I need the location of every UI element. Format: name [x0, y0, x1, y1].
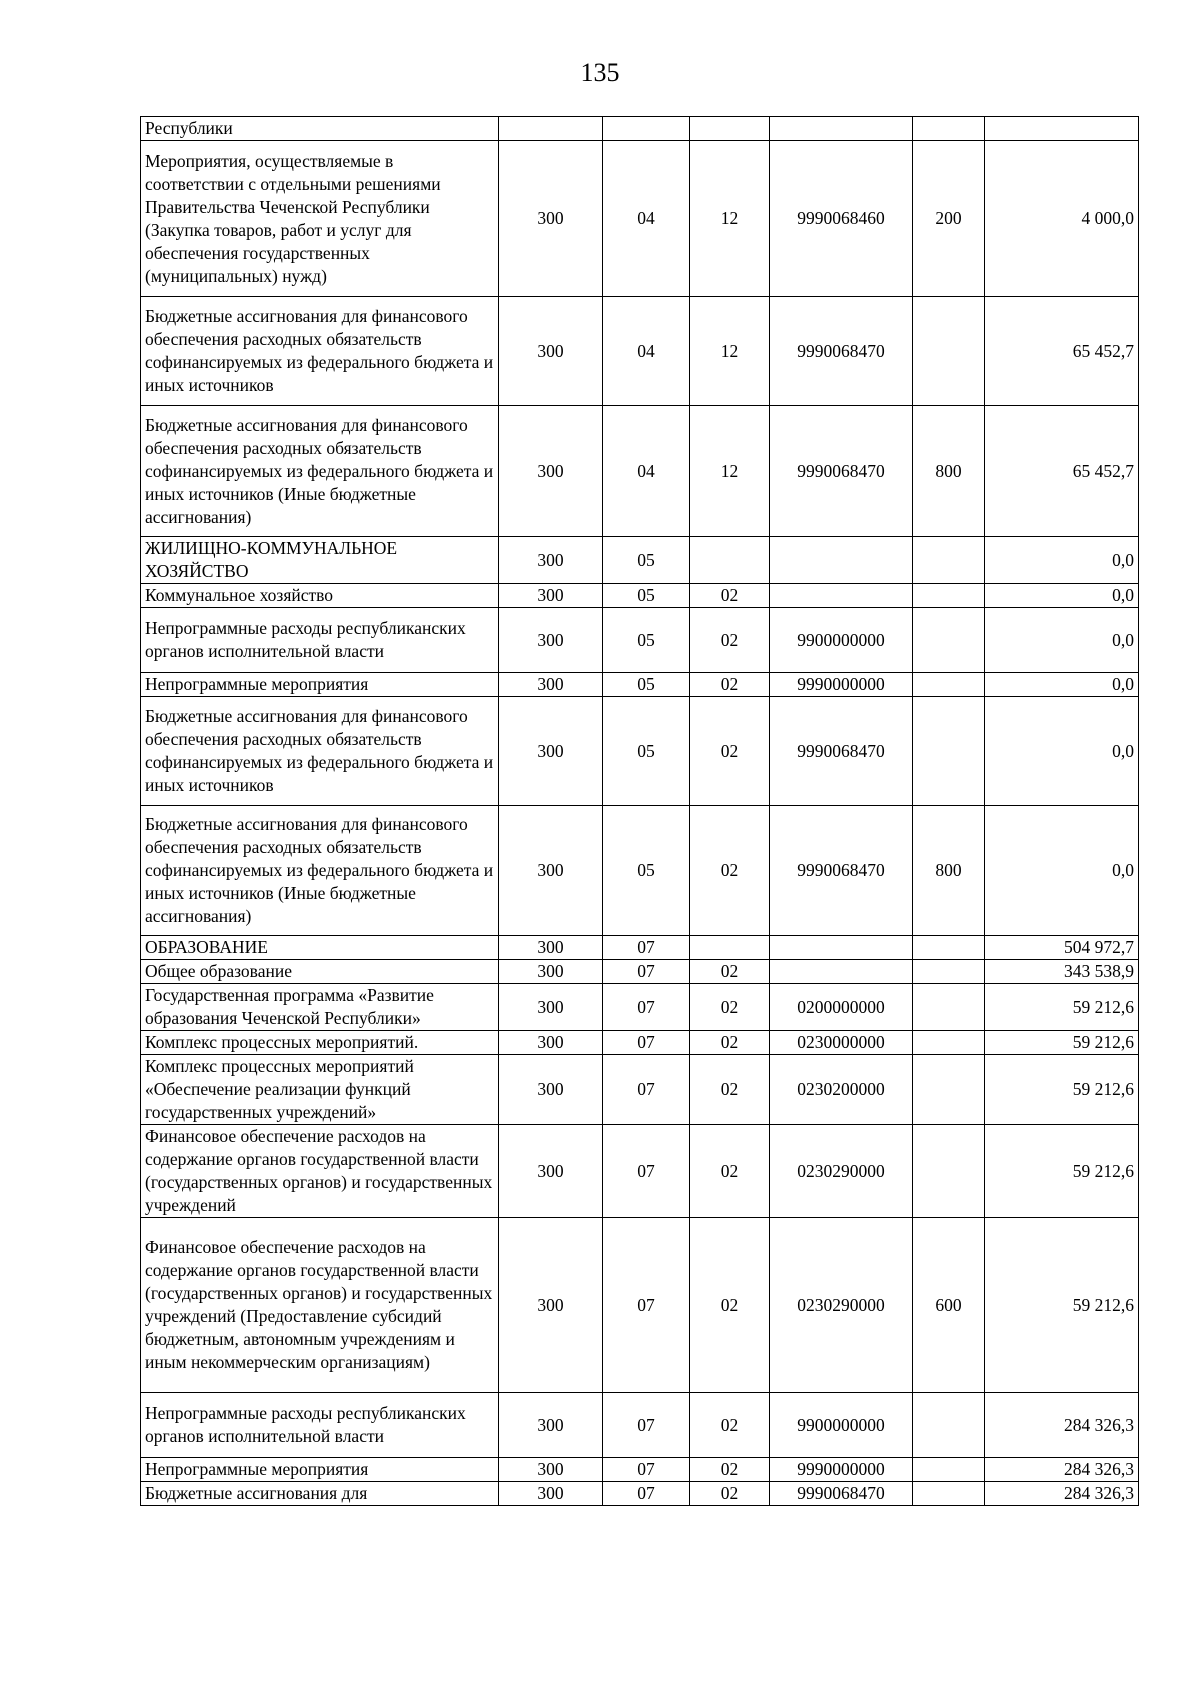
table-row: [141, 537, 1139, 584]
row-amount-cell: 0,0: [985, 584, 1139, 608]
table-row: [141, 806, 1139, 936]
row-subsection-cell: 02: [690, 1393, 770, 1458]
row-expense-type-cell: 800: [913, 806, 985, 936]
row-subsection-cell: 02: [690, 1482, 770, 1506]
table-row: [141, 1482, 1139, 1506]
row-amount-cell: 59 212,6: [985, 984, 1139, 1031]
row-subsection-cell: 02: [690, 1458, 770, 1482]
table-row: [141, 697, 1139, 806]
row-target-cell: [770, 537, 913, 584]
row-code-cell: 300: [499, 1482, 603, 1506]
row-amount-cell: 284 326,3: [985, 1482, 1139, 1506]
row-expense-type-cell: [913, 608, 985, 673]
row-code-cell: [499, 117, 603, 141]
row-section-cell: 05: [603, 608, 690, 673]
row-expense-type-cell: [913, 1393, 985, 1458]
row-amount-cell: 284 326,3: [985, 1393, 1139, 1458]
row-section-cell: 04: [603, 297, 690, 406]
row-code-cell: 300: [499, 297, 603, 406]
row-section-cell: 07: [603, 1218, 690, 1393]
row-section-cell: 05: [603, 806, 690, 936]
row-code-cell: 300: [499, 1031, 603, 1055]
row-amount-cell: 59 212,6: [985, 1218, 1139, 1393]
row-target-cell: 9990000000: [770, 1458, 913, 1482]
row-name-cell: Финансовое обеспечение расходов на содержание органов государственной власти (государственных органов) и государственных учреждений: [141, 1125, 499, 1218]
row-subsection-cell: 02: [690, 1055, 770, 1125]
row-subsection-cell: [690, 936, 770, 960]
row-amount-cell: [985, 117, 1139, 141]
row-target-cell: 0230000000: [770, 1031, 913, 1055]
row-name-cell: Непрограммные расходы республиканских органов исполнительной власти: [141, 608, 499, 673]
row-name-cell: Непрограммные мероприятия: [141, 1458, 499, 1482]
row-name-cell: Бюджетные ассигнования для финансового обеспечения расходных обязательств софинансируемых из федерального бюджета и иных источников: [141, 697, 499, 806]
row-name-cell: Бюджетные ассигнования для финансового обеспечения расходных обязательств софинансируемых из федерального бюджета и иных источников (Иные бюджетные ассигнования): [141, 406, 499, 537]
row-amount-cell: 65 452,7: [985, 406, 1139, 537]
row-section-cell: 07: [603, 1055, 690, 1125]
row-section-cell: 07: [603, 984, 690, 1031]
row-code-cell: 300: [499, 673, 603, 697]
row-subsection-cell: 02: [690, 697, 770, 806]
row-amount-cell: 59 212,6: [985, 1055, 1139, 1125]
table-row: [141, 297, 1139, 406]
row-expense-type-cell: [913, 1055, 985, 1125]
row-subsection-cell: [690, 117, 770, 141]
row-section-cell: [603, 117, 690, 141]
row-code-cell: 300: [499, 537, 603, 584]
row-amount-cell: 0,0: [985, 806, 1139, 936]
table-row: [141, 584, 1139, 608]
row-expense-type-cell: [913, 1458, 985, 1482]
table-row: [141, 936, 1139, 960]
row-name-cell: Бюджетные ассигнования для финансового обеспечения расходных обязательств софинансируемых из федерального бюджета и иных источников (Иные бюджетные ассигнования): [141, 806, 499, 936]
row-code-cell: 300: [499, 1218, 603, 1393]
budget-table: [140, 116, 1139, 1506]
row-expense-type-cell: [913, 537, 985, 584]
row-amount-cell: 0,0: [985, 697, 1139, 806]
row-target-cell: 9990068460: [770, 141, 913, 297]
row-subsection-cell: 12: [690, 406, 770, 537]
row-amount-cell: 0,0: [985, 537, 1139, 584]
row-amount-cell: 59 212,6: [985, 1125, 1139, 1218]
table-row: [141, 608, 1139, 673]
row-name-cell: Комплекс процессных мероприятий.: [141, 1031, 499, 1055]
row-name-cell: Мероприятия, осуществляемые в соответствии с отдельными решениями Правительства Чеченской Республики (Закупка товаров, работ и услуг для обеспечения государственных (муниципальных) нужд): [141, 141, 499, 297]
row-amount-cell: 65 452,7: [985, 297, 1139, 406]
row-code-cell: 300: [499, 697, 603, 806]
row-amount-cell: 0,0: [985, 673, 1139, 697]
row-name-cell: Финансовое обеспечение расходов на содержание органов государственной власти (государственных органов) и государственных учреждений (Предоставление субсидий бюджетным, автономным учреждениям и иным некоммерческим организациям): [141, 1218, 499, 1393]
table-row: [141, 406, 1139, 537]
row-expense-type-cell: [913, 1482, 985, 1506]
row-expense-type-cell: [913, 297, 985, 406]
row-section-cell: 07: [603, 1125, 690, 1218]
row-name-cell: Комплекс процессных мероприятий «Обеспечение реализации функций государственных учреждений»: [141, 1055, 499, 1125]
row-expense-type-cell: [913, 697, 985, 806]
row-code-cell: 300: [499, 608, 603, 673]
table-row: [141, 1458, 1139, 1482]
row-subsection-cell: 02: [690, 960, 770, 984]
row-target-cell: 9990068470: [770, 1482, 913, 1506]
row-target-cell: 0230290000: [770, 1218, 913, 1393]
row-section-cell: 04: [603, 406, 690, 537]
row-name-cell: Общее образование: [141, 960, 499, 984]
row-section-cell: 07: [603, 1482, 690, 1506]
row-amount-cell: 0,0: [985, 608, 1139, 673]
row-section-cell: 05: [603, 697, 690, 806]
row-code-cell: 300: [499, 1458, 603, 1482]
row-subsection-cell: 02: [690, 1125, 770, 1218]
table-row: [141, 141, 1139, 297]
row-target-cell: 0200000000: [770, 984, 913, 1031]
row-target-cell: 9990068470: [770, 697, 913, 806]
table-row: [141, 1031, 1139, 1055]
row-name-cell: Непрограммные расходы республиканских органов исполнительной власти: [141, 1393, 499, 1458]
row-code-cell: 300: [499, 584, 603, 608]
row-expense-type-cell: [913, 960, 985, 984]
row-amount-cell: 343 538,9: [985, 960, 1139, 984]
row-section-cell: 07: [603, 936, 690, 960]
row-subsection-cell: 02: [690, 584, 770, 608]
row-code-cell: 300: [499, 960, 603, 984]
row-section-cell: 05: [603, 673, 690, 697]
row-section-cell: 07: [603, 960, 690, 984]
row-target-cell: 9900000000: [770, 608, 913, 673]
row-section-cell: 05: [603, 537, 690, 584]
row-expense-type-cell: 200: [913, 141, 985, 297]
row-name-cell: Республики: [141, 117, 499, 141]
row-expense-type-cell: 800: [913, 406, 985, 537]
row-amount-cell: 59 212,6: [985, 1031, 1139, 1055]
budget-table-body: [141, 117, 1139, 1506]
row-expense-type-cell: [913, 584, 985, 608]
row-code-cell: 300: [499, 984, 603, 1031]
row-target-cell: 9900000000: [770, 1393, 913, 1458]
row-subsection-cell: [690, 537, 770, 584]
table-row: [141, 984, 1139, 1031]
row-expense-type-cell: [913, 1031, 985, 1055]
row-name-cell: ОБРАЗОВАНИЕ: [141, 936, 499, 960]
row-target-cell: 9990068470: [770, 297, 913, 406]
row-subsection-cell: 12: [690, 141, 770, 297]
row-expense-type-cell: [913, 1125, 985, 1218]
row-code-cell: 300: [499, 141, 603, 297]
page-number: 135: [580, 58, 620, 87]
row-amount-cell: 4 000,0: [985, 141, 1139, 297]
row-section-cell: 07: [603, 1031, 690, 1055]
row-target-cell: [770, 117, 913, 141]
row-code-cell: 300: [499, 1393, 603, 1458]
row-target-cell: [770, 960, 913, 984]
row-code-cell: 300: [499, 806, 603, 936]
row-target-cell: [770, 584, 913, 608]
row-subsection-cell: 02: [690, 806, 770, 936]
row-name-cell: Бюджетные ассигнования для финансового обеспечения расходных обязательств софинансируемых из федерального бюджета и иных источников: [141, 297, 499, 406]
row-expense-type-cell: [913, 673, 985, 697]
table-row: [141, 1218, 1139, 1393]
table-row: [141, 960, 1139, 984]
table-row: [141, 1055, 1139, 1125]
row-section-cell: 07: [603, 1393, 690, 1458]
row-name-cell: Непрограммные мероприятия: [141, 673, 499, 697]
row-target-cell: 0230290000: [770, 1125, 913, 1218]
row-name-cell: ЖИЛИЩНО-КОММУНАЛЬНОЕ ХОЗЯЙСТВО: [141, 537, 499, 584]
row-section-cell: 07: [603, 1458, 690, 1482]
row-name-cell: Государственная программа «Развитие образования Чеченской Республики»: [141, 984, 499, 1031]
table-row: [141, 117, 1139, 141]
row-amount-cell: 284 326,3: [985, 1458, 1139, 1482]
row-name-cell: Бюджетные ассигнования для: [141, 1482, 499, 1506]
row-expense-type-cell: [913, 117, 985, 141]
row-subsection-cell: 12: [690, 297, 770, 406]
row-expense-type-cell: 600: [913, 1218, 985, 1393]
row-target-cell: 9990000000: [770, 673, 913, 697]
row-subsection-cell: 02: [690, 673, 770, 697]
row-target-cell: 0230200000: [770, 1055, 913, 1125]
row-expense-type-cell: [913, 936, 985, 960]
row-subsection-cell: 02: [690, 608, 770, 673]
row-code-cell: 300: [499, 936, 603, 960]
row-section-cell: 04: [603, 141, 690, 297]
table-row: [141, 673, 1139, 697]
row-target-cell: 9990068470: [770, 806, 913, 936]
row-subsection-cell: 02: [690, 984, 770, 1031]
row-name-cell: Коммунальное хозяйство: [141, 584, 499, 608]
row-target-cell: [770, 936, 913, 960]
row-code-cell: 300: [499, 1055, 603, 1125]
row-subsection-cell: 02: [690, 1218, 770, 1393]
table-row: [141, 1393, 1139, 1458]
row-subsection-cell: 02: [690, 1031, 770, 1055]
row-amount-cell: 504 972,7: [985, 936, 1139, 960]
row-expense-type-cell: [913, 984, 985, 1031]
row-section-cell: 05: [603, 584, 690, 608]
row-code-cell: 300: [499, 1125, 603, 1218]
table-row: [141, 1125, 1139, 1218]
row-code-cell: 300: [499, 406, 603, 537]
row-target-cell: 9990068470: [770, 406, 913, 537]
